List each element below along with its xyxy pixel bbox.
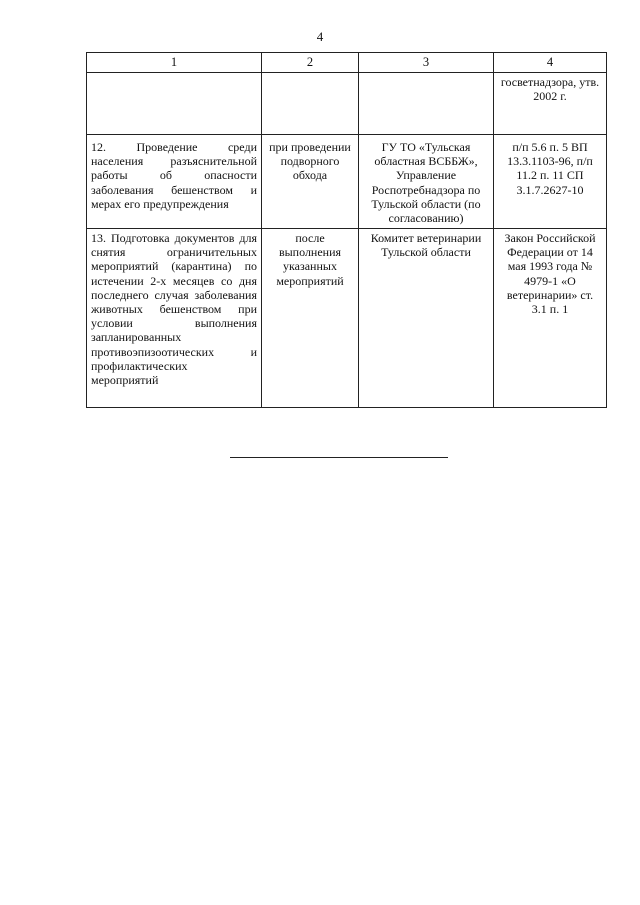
- basis-cell: п/п 5.6 п. 5 ВП 13.3.1103-96, п/п 11.2 п. 11 СП 3.1.7.2627-10: [494, 135, 607, 229]
- measures-table: [86, 52, 607, 408]
- column-header: 3: [359, 53, 494, 73]
- measure-cell: 12. Проведение среди населения разъяснительной работы об опасности заболевания бешенством и мерах его предупреждения: [87, 135, 262, 229]
- responsible-cell: Комитет ветеринарии Тульской области: [359, 229, 494, 408]
- column-header: 2: [262, 53, 359, 73]
- page-number: 4: [316, 29, 324, 44]
- measure-cell: [87, 73, 262, 135]
- table-header-row: [87, 53, 607, 73]
- responsible-cell: ГУ ТО «Тульская областная ВСББЖ», Управление Роспотребнадзора по Тульской области (по согласованию): [359, 135, 494, 229]
- timing-cell: [262, 73, 359, 135]
- measure-cell: 13. Подготовка документов для снятия ограничительных мероприятий (карантина) по истечении 2-х месяцев со дня последнего случая заболевания животных бешенством при условии выполнения запланированных противоэпизоотических и профилактических мероприятий: [87, 229, 262, 408]
- basis-cell: госветнадзора, утв. 2002 г.: [494, 73, 607, 135]
- timing-cell: при проведении подворного обхода: [262, 135, 359, 229]
- table-row: [87, 73, 607, 135]
- column-header: 1: [87, 53, 262, 73]
- table-row: [87, 229, 607, 408]
- column-header: 4: [494, 53, 607, 73]
- table-row: [87, 135, 607, 229]
- responsible-cell: [359, 73, 494, 135]
- basis-cell: Закон Российской Федерации от 14 мая 1993 года № 4979-1 «О ветеринарии» ст. 3.1 п. 1: [494, 229, 607, 408]
- timing-cell: после выполнения указанных мероприятий: [262, 229, 359, 408]
- end-divider: [230, 457, 448, 458]
